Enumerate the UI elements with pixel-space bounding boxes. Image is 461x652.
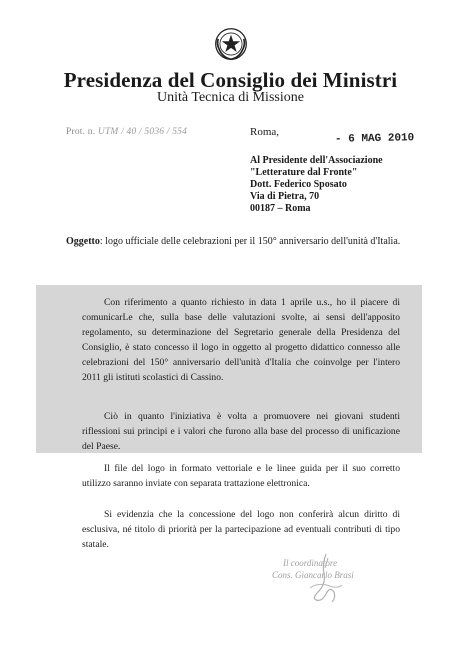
- recipient-line: "Letterature dal Fronte": [250, 167, 358, 178]
- place: Roma,: [250, 126, 280, 138]
- body-paragraph-text: Si evidenzia che la concessione del logo non conferirà alcun diritto di esclusiva, né titolo di priorità per la partecipazione ad eventuali contributi di tipo statale.: [82, 509, 400, 550]
- protocol-handwritten: UTM / 40 / 5036 / 554: [97, 127, 188, 137]
- body-paragraph: [82, 461, 400, 491]
- recipient-line: Via di Pietra, 70: [250, 191, 320, 202]
- organization-subtitle: Unità Tecnica di Missione: [157, 90, 304, 105]
- body-paragraph: [82, 507, 400, 552]
- date-stamp: - 6 MAG 2010: [334, 132, 415, 146]
- handwritten-signature: [296, 552, 346, 604]
- recipient-line: Al Presidente dell'Associazione: [250, 155, 383, 166]
- body-paragraph-text: Con riferimento a quanto richiesto in data 1 aprile u.s., ho il piacere di comunicarLe che, sulla base delle valutazioni svolte, ai sensi dell'apposito regolamento, su determinazione del Segretario generale della Presidenza del Consiglio, è stato concesso il logo in oggetto al progetto didattico connesso alle celebrazioni del 150° anniversario dell'unità d'Italia che coinvolge per l'intero 2011 gli istituti scolastici di Cassino.: [82, 297, 400, 383]
- body-paragraph-text: Ciò in quanto l'iniziativa è volta a promuovere nei giovani studenti riflessioni sui principi e i valori che furono alla base del processo di unificazione del Paese.: [82, 411, 400, 452]
- body-paragraph: [82, 295, 400, 385]
- body-paragraph: [82, 409, 400, 454]
- subject-line: [66, 236, 400, 247]
- signature-name: Cons. Giancarlo Brasi: [272, 570, 354, 580]
- body-paragraph-text: Il file del logo in formato vettoriale e le linee guida per il suo corretto utilizzo saranno inviate con separata trattazione elettronica.: [82, 463, 400, 489]
- recipient-line: 00187 – Roma: [250, 203, 311, 214]
- recipient-block: [250, 155, 383, 215]
- subject-text: : logo ufficiale delle celebrazioni per il 150° anniversario dell'unità d'Italia.: [99, 236, 401, 247]
- organization-title: Presidenza del Consiglio dei Ministri: [63, 68, 398, 92]
- signature-role: Il coordinatore: [283, 558, 338, 568]
- subject-label: Oggetto: [66, 236, 100, 247]
- protocol-number: [66, 127, 187, 137]
- protocol-label: Prot. n.: [66, 127, 96, 137]
- recipient-line: Dott. Federico Sposato: [250, 179, 347, 190]
- italian-republic-emblem-icon: [214, 27, 248, 61]
